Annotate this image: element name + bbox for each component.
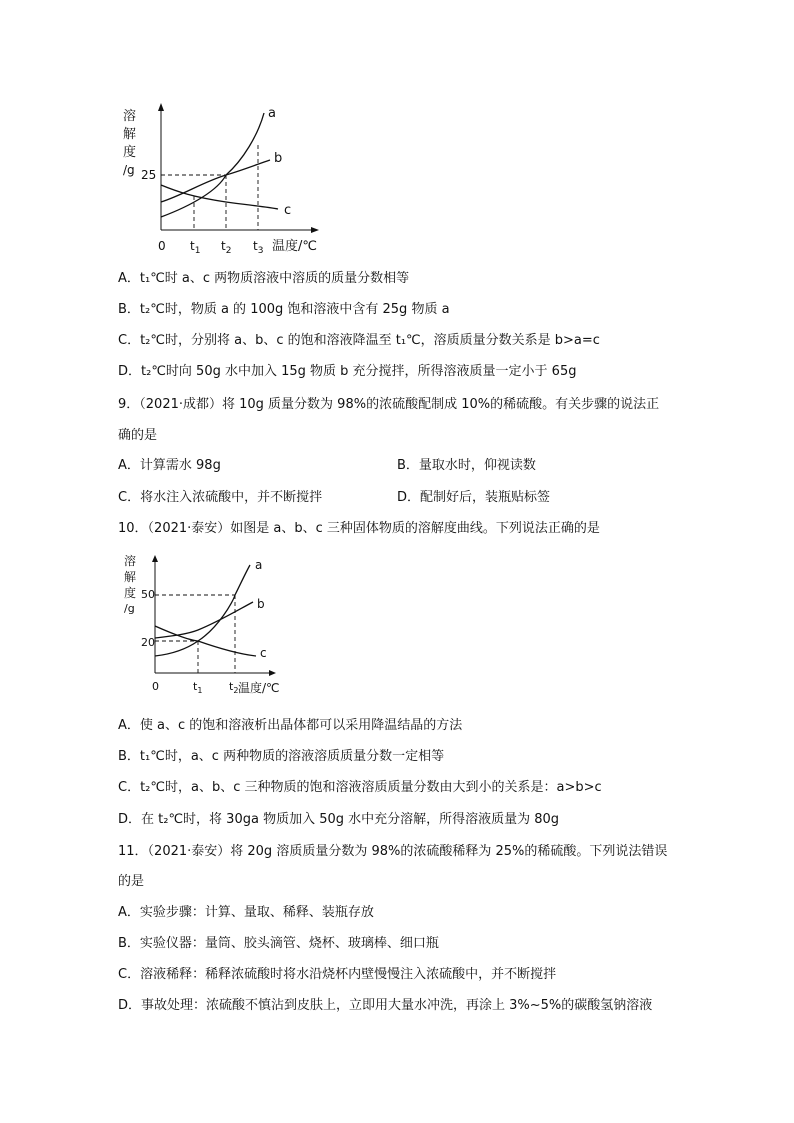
q8-option-b: B．t₂℃时，物质 a 的 100g 饱和溶液中含有 25g 物质 a [118,302,450,317]
graph1-curve-c [161,185,278,209]
graph1-label-c: c [284,203,292,218]
graph2-ylabel-4: /g [124,602,135,615]
graph1-label-b: b [274,151,283,166]
graph2-y-arrow [152,555,158,562]
q10-option-c: C．t₂℃时，a、b、c 三种物质的饱和溶液溶质质量分数由大到小的关系是：a>b>c [118,780,602,795]
graph2-ylabel-3: 度 [124,586,137,600]
graph2-ylabel-2: 解 [124,570,137,584]
q9-option-d: D．配制好后，装瓶贴标签 [397,490,551,505]
graph1-xtick-t2: $t_2$ [221,239,232,256]
graph1-xtick-t3: $t_3$ [253,239,264,256]
graph2-origin: 0 [152,680,159,693]
graph1-xtick-t1: $t_1$ [190,239,201,256]
q10-option-d: D．在 t₂℃时，将 30ga 物质加入 50g 水中充分溶解，所得溶液质量为 80g [118,812,560,827]
graph2-xtick-t1: $t_1$ [193,680,203,695]
graph2-label-c: c [260,646,267,660]
solubility-graph-1 [118,100,338,260]
q8-option-d: D．t₂℃时向 50g 水中加入 15g 物质 b 充分搅拌，所得溶液质量一定小于 65g [118,364,577,379]
graph2-ylabel-1: 溶 [124,554,137,568]
q11-stem-line2: 的是 [118,874,145,889]
graph2-xlabel: 温度/℃ [238,681,280,695]
graph1-ylabel-4: /g [123,163,135,177]
solubility-graph-2 [118,550,288,700]
q9-stem-line1: 9．（2021·成都）将 10g 质量分数为 98%的浓硫酸配制成 10%的稀硫酸。有关步骤的说法正 [118,397,660,412]
graph2-x-arrow [269,670,276,676]
q9-stem-line2: 确的是 [118,428,158,443]
graph1-curve-b [161,160,270,202]
graph1-y-arrow [158,103,164,111]
graph1-curve-a [161,113,264,217]
q10-option-a: A．使 a、c 的饱和溶液析出晶体都可以采用降温结晶的方法 [118,718,463,733]
q11-option-c: C．溶液稀释：稀释浓硫酸时将水沿烧杯内壁慢慢注入浓硫酸中，并不断搅拌 [118,967,557,982]
graph1-ytick-25: 25 [141,168,157,182]
graph1-ylabel-1: 溶 [123,109,137,124]
q11-option-a: A．实验步骤：计算、量取、稀释、装瓶存放 [118,905,374,920]
graph2-label-a: a [255,558,263,572]
q11-stem-line1: 11．（2021·泰安）将 20g 溶质质量分数为 98%的浓硫酸稀释为 25%的稀硫酸。下列说法错误 [118,844,668,859]
q8-option-c: C．t₂℃时，分别将 a、b、c 的饱和溶液降温至 t₁℃，溶质质量分数关系是 b>a=c [118,333,600,348]
q10-stem: 10．（2021·泰安）如图是 a、b、c 三种固体物质的溶解度曲线。下列说法正确的是 [118,521,600,536]
q11-option-b: B．实验仪器：量筒、胶头滴管、烧杯、玻璃棒、细口瓶 [118,936,439,951]
q9-option-a: A．计算需水 98g [118,458,221,473]
q9-option-c: C．将水注入浓硫酸中，并不断搅拌 [118,490,323,505]
graph2-ytick-50: 50 [141,588,155,601]
graph1-xlabel: 温度/℃ [272,239,317,254]
graph2-xtick-t2: $t_2$ [229,680,239,695]
graph2-label-b: b [257,597,265,611]
graph1-ylabel-3: 度 [123,145,137,160]
q8-option-a: A．t₁℃时 a、c 两物质溶液中溶质的质量分数相等 [118,271,410,286]
graph1-x-arrow [311,227,319,233]
q9-option-b: B．量取水时，仰视读数 [397,458,536,473]
graph1-ylabel-2: 解 [123,127,137,142]
q10-option-b: B．t₁℃时，a、c 两种物质的溶液溶质质量分数一定相等 [118,749,445,764]
graph2-ytick-20: 20 [141,636,155,649]
graph1-label-a: a [268,106,276,121]
q11-option-d: D．事故处理：浓硫酸不慎沾到皮肤上，立即用大量水冲洗，再涂上 3%~5%的碳酸氢钠溶液 [118,998,653,1013]
graph1-origin: 0 [158,239,166,253]
